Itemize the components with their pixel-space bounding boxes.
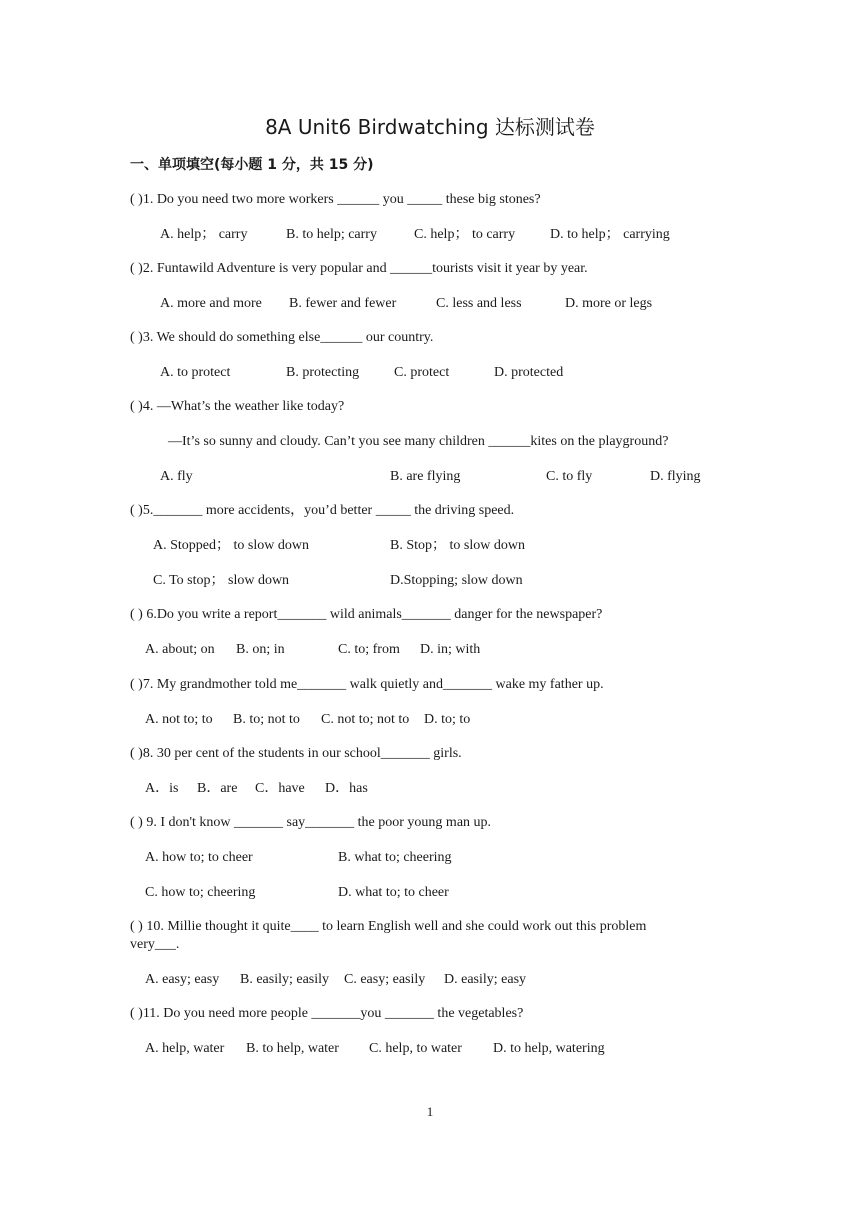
question-10-stem-continued: very___.	[130, 937, 180, 952]
page-number: 1	[426, 1104, 434, 1119]
question-2-option-b: B. fewer and fewer	[289, 296, 397, 311]
question-9-option-b: B. what to; cheering	[338, 850, 452, 865]
question-3-option-a: A. to protect	[160, 365, 231, 380]
question-4-option-c: C. to fly	[546, 469, 593, 484]
question-10-option-a: A. easy; easy	[145, 972, 220, 987]
question-7-stem: ( )7. My grandmother told me_______ walk quietly and_______ wake my father up.	[130, 677, 604, 692]
question-7-option-a: A. not to; to	[145, 712, 213, 727]
question-1-option-b: B. to help; carry	[286, 227, 377, 242]
question-9-option-d: D. what to; to cheer	[338, 885, 449, 900]
question-8-stem: ( )8. 30 per cent of the students in our school_______ girls.	[130, 746, 462, 761]
question-2-stem: ( )2. Funtawild Adventure is very popular and ______tourists visit it year by year.	[130, 261, 588, 276]
question-5-stem: ( )5._______ more accidents，you’d better _____ the driving speed.	[130, 503, 515, 518]
question-9-stem: ( ) 9. I don't know _______ say_______ the poor young man up.	[130, 815, 492, 830]
question-6-option-a: A. about; on	[145, 642, 215, 657]
question-1-option-a: A. help； carry	[160, 227, 248, 242]
question-8-option-c: C．have	[255, 781, 305, 796]
question-10-stem: ( ) 10. Millie thought it quite____ to learn English well and she could work out this problem	[130, 919, 647, 934]
question-5-option-d: D.Stopping; slow down	[390, 573, 523, 588]
question-1-option-c: C. help； to carry	[414, 227, 516, 242]
question-7-option-c: C. not to; not to	[321, 712, 410, 727]
question-10-option-b: B. easily; easily	[240, 972, 330, 987]
question-5-option-a: A. Stopped； to slow down	[153, 538, 309, 553]
question-2-option-a: A. more and more	[160, 296, 262, 311]
question-3-stem: ( )3. We should do something else______ our country.	[130, 330, 434, 345]
question-4-option-a: A. fly	[160, 469, 193, 484]
question-6-option-b: B. on; in	[236, 642, 285, 657]
question-6-option-d: D. in; with	[420, 642, 481, 657]
question-11-option-d: D. to help, watering	[493, 1041, 605, 1056]
question-1-option-d: D. to help； carrying	[550, 227, 670, 242]
question-8-option-a: A．is	[145, 781, 179, 796]
question-2-option-c: C. less and less	[436, 296, 522, 311]
question-11-option-c: C. help, to water	[369, 1041, 462, 1056]
question-9-option-a: A. how to; to cheer	[145, 850, 253, 865]
question-11-option-b: B. to help, water	[246, 1041, 339, 1056]
question-4-option-d: D. flying	[650, 469, 701, 484]
question-4-stem: ( )4. —What’s the weather like today?	[130, 399, 345, 414]
question-5-option-b: B. Stop； to slow down	[390, 538, 525, 553]
question-11-option-a: A. help, water	[145, 1041, 225, 1056]
question-11-stem: ( )11. Do you need more people _______you _______ the vegetables?	[130, 1006, 524, 1021]
question-6-stem: ( ) 6.Do you write a report_______ wild animals_______ danger for the newspaper?	[130, 607, 603, 622]
question-3-option-b: B. protecting	[286, 365, 360, 380]
page-title: 8A Unit6 Birdwatching 达标测试卷	[265, 115, 595, 139]
question-5-option-c: C. To stop； slow down	[153, 573, 290, 588]
question-7-option-d: D. to; to	[424, 712, 471, 727]
question-8-option-d: D．has	[325, 781, 368, 796]
section-heading: 一、单项填空(每小题 1 分，共 15 分)	[130, 157, 374, 173]
question-10-option-d: D. easily; easy	[444, 972, 527, 987]
question-3-option-c: C. protect	[394, 365, 450, 380]
question-3-option-d: D. protected	[494, 365, 564, 380]
question-6-option-c: C. to; from	[338, 642, 400, 657]
question-4-option-b: B. are flying	[390, 469, 461, 484]
question-7-option-b: B. to; not to	[233, 712, 300, 727]
question-1-stem: ( )1. Do you need two more workers ______ you _____ these big stones?	[130, 192, 541, 207]
question-10-option-c: C. easy; easily	[344, 972, 426, 987]
question-2-option-d: D. more or legs	[565, 296, 653, 311]
question-9-option-c: C. how to; cheering	[145, 885, 256, 900]
question-4-stem-continued: —It’s so sunny and cloudy. Can’t you see many children ______kites on the playground?	[168, 434, 669, 449]
question-8-option-b: B．are	[197, 781, 238, 796]
